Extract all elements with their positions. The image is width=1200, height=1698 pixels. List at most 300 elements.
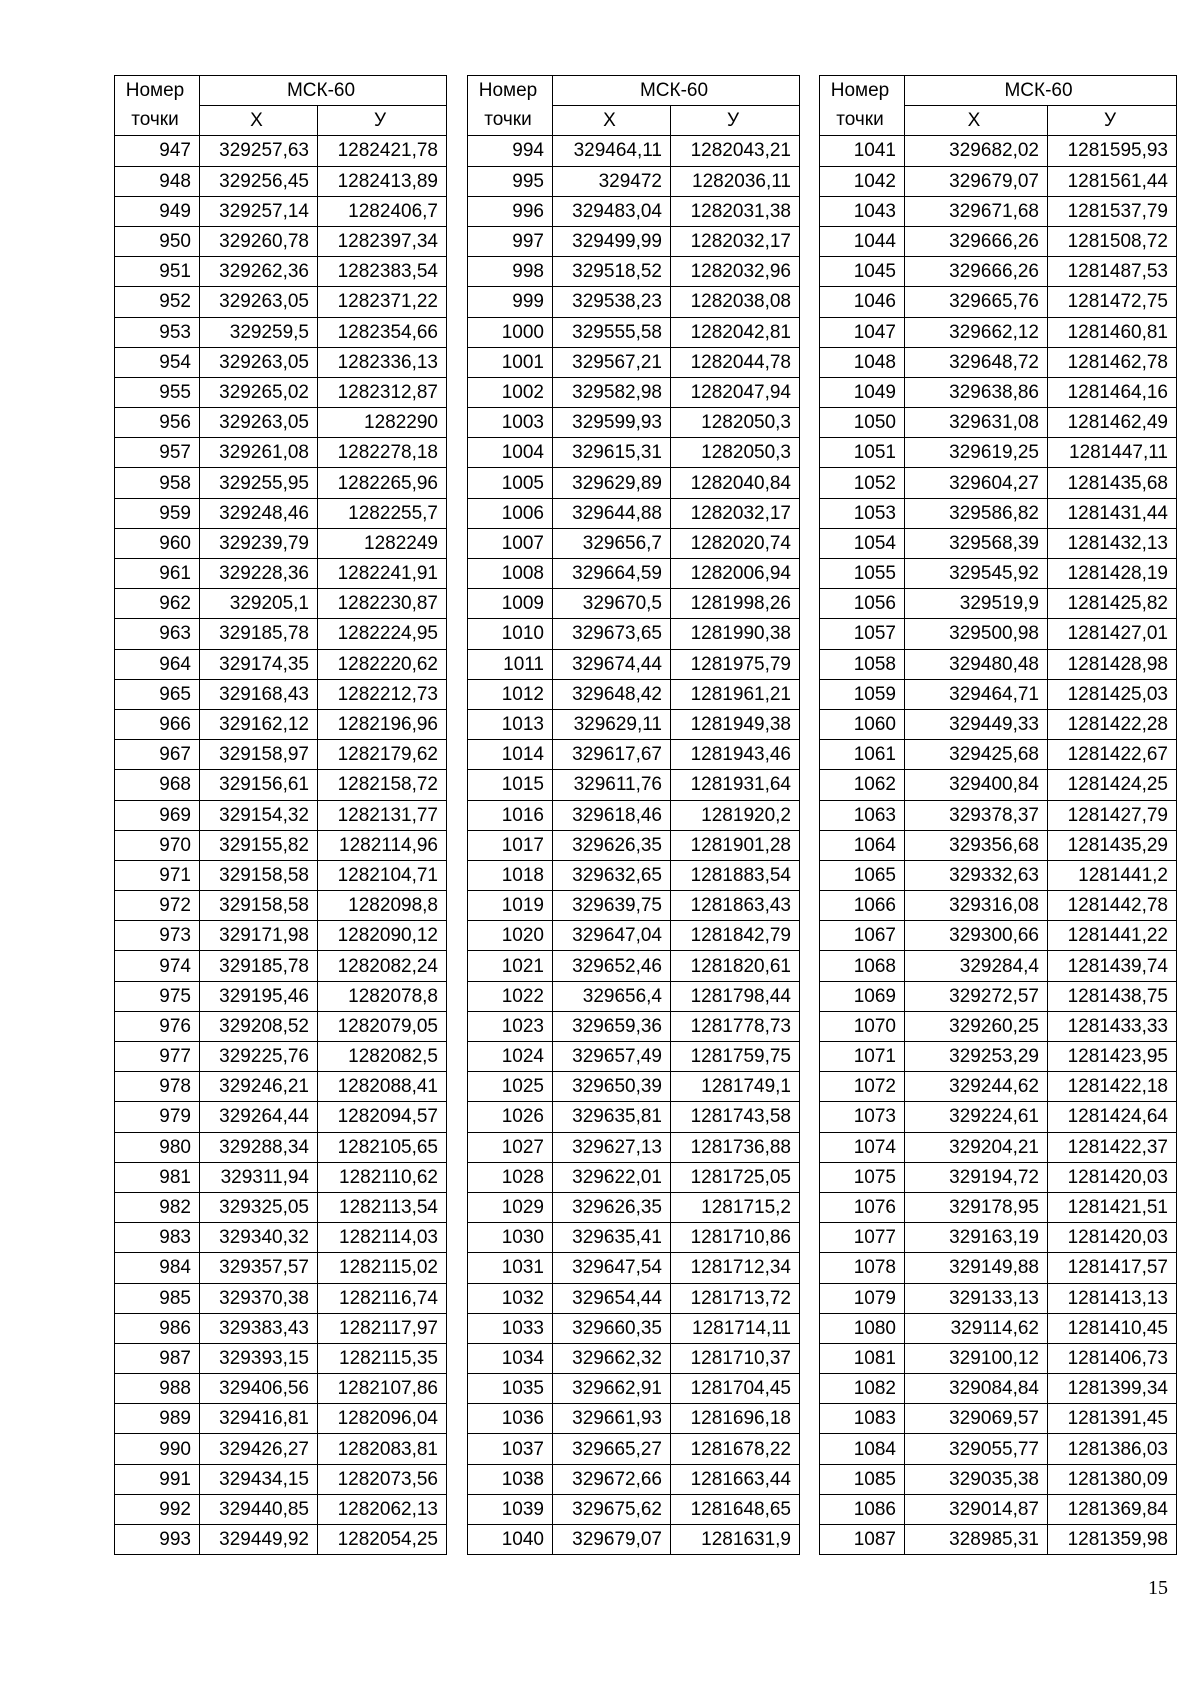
x-coordinate-cell: 329648,72 [905,347,1048,377]
y-coordinate-cell: 1281441,22 [1048,921,1177,951]
table-row [820,226,1177,256]
x-coordinate-cell: 329357,57 [200,1253,318,1283]
x-coordinate-cell: 329639,75 [553,891,671,921]
table-row [820,1464,1177,1494]
table-row [820,287,1177,317]
y-coordinate-cell: 1281427,79 [1048,800,1177,830]
y-coordinate-cell: 1282032,96 [671,257,800,287]
x-coordinate-cell: 329370,38 [200,1283,318,1313]
y-coordinate-cell: 1281359,98 [1048,1525,1177,1555]
x-coordinate-cell: 329426,27 [200,1434,318,1464]
y-coordinate-cell: 1282036,11 [671,166,800,196]
y-coordinate-cell: 1282249 [318,528,447,558]
point-number-cell: 988 [115,1374,200,1404]
y-coordinate-cell: 1281537,79 [1048,196,1177,226]
table-row [820,709,1177,739]
x-coordinate-cell: 329149,88 [905,1253,1048,1283]
x-coordinate-cell: 329253,29 [905,1042,1048,1072]
point-number-cell: 1024 [468,1042,553,1072]
x-coordinate-cell: 329158,58 [200,860,318,890]
y-coordinate-cell: 1281427,01 [1048,619,1177,649]
x-coordinate-cell: 329629,89 [553,468,671,498]
x-coordinate-cell: 329670,5 [553,589,671,619]
table-row [820,1374,1177,1404]
point-number-cell: 1019 [468,891,553,921]
table-row [115,1162,447,1192]
x-coordinate-cell: 329654,44 [553,1283,671,1313]
x-coordinate-cell: 329262,36 [200,257,318,287]
y-coordinate-cell: 1282043,21 [671,136,800,166]
y-coordinate-cell: 1281432,13 [1048,528,1177,558]
table-row [820,800,1177,830]
x-coordinate-cell: 329657,49 [553,1042,671,1072]
y-coordinate-cell: 1282110,62 [318,1162,447,1192]
table-row [468,1525,800,1555]
y-coordinate-cell: 1281464,16 [1048,377,1177,407]
point-number-cell: 1077 [820,1223,905,1253]
x-coordinate-cell: 329259,5 [200,317,318,347]
table-row [468,981,800,1011]
y-coordinate-cell: 1282083,81 [318,1434,447,1464]
point-number-cell: 953 [115,317,200,347]
table-row [820,1283,1177,1313]
y-coordinate-cell: 1281423,95 [1048,1042,1177,1072]
table-row [468,438,800,468]
table-row [115,709,447,739]
table-row [115,1374,447,1404]
y-coordinate-cell: 1281508,72 [1048,226,1177,256]
x-coordinate-cell: 329158,97 [200,740,318,770]
y-coordinate-cell: 1281648,65 [671,1494,800,1524]
point-number-cell: 951 [115,257,200,287]
y-coordinate-cell: 1281472,75 [1048,287,1177,317]
x-coordinate-cell: 329425,68 [905,740,1048,770]
point-number-cell: 966 [115,709,200,739]
point-number-cell: 1026 [468,1102,553,1132]
point-number-cell: 1039 [468,1494,553,1524]
point-number-cell: 994 [468,136,553,166]
point-number-cell: 1054 [820,528,905,558]
point-number-cell: 981 [115,1162,200,1192]
table-row [115,136,447,166]
point-number-cell: 980 [115,1132,200,1162]
y-coordinate-cell: 1281798,44 [671,981,800,1011]
y-coordinate-cell: 1281975,79 [671,649,800,679]
x-coordinate-cell: 329638,86 [905,377,1048,407]
table-row [115,981,447,1011]
x-coordinate-cell: 329272,57 [905,981,1048,1011]
y-coordinate-cell: 1282336,13 [318,347,447,377]
y-coordinate-cell: 1282088,41 [318,1072,447,1102]
table-row [468,1313,800,1343]
point-number-cell: 1025 [468,1072,553,1102]
x-coordinate-cell: 329538,23 [553,287,671,317]
table-row [468,800,800,830]
point-number-cell: 989 [115,1404,200,1434]
table-row [468,1011,800,1041]
x-coordinate-cell: 329416,81 [200,1404,318,1434]
x-coordinate-cell: 329679,07 [905,166,1048,196]
point-number-cell: 1046 [820,287,905,317]
point-number-cell: 1048 [820,347,905,377]
point-number-cell: 1070 [820,1011,905,1041]
table-row [468,1253,800,1283]
table-row [468,1102,800,1132]
point-number-cell: 947 [115,136,200,166]
point-number-cell: 1013 [468,709,553,739]
point-number-cell: 1056 [820,589,905,619]
table-row [468,1132,800,1162]
x-coordinate-cell: 329055,77 [905,1434,1048,1464]
table-row [468,619,800,649]
y-coordinate-cell: 1281421,51 [1048,1192,1177,1222]
y-coordinate-cell: 1281696,18 [671,1404,800,1434]
y-coordinate-cell: 1281435,29 [1048,830,1177,860]
x-coordinate-cell: 329674,44 [553,649,671,679]
table-row [115,1102,447,1132]
x-coordinate-cell: 329611,76 [553,770,671,800]
x-coordinate-cell: 329195,46 [200,981,318,1011]
point-number-cell: 982 [115,1192,200,1222]
x-coordinate-cell: 329340,32 [200,1223,318,1253]
point-number-cell: 1085 [820,1464,905,1494]
y-coordinate-cell: 1281704,45 [671,1374,800,1404]
y-coordinate-cell: 1282230,87 [318,589,447,619]
point-number-cell: 1057 [820,619,905,649]
x-axis-header: X [553,106,671,136]
y-coordinate-cell: 1281678,22 [671,1434,800,1464]
point-number-cell: 1044 [820,226,905,256]
table-row [468,1343,800,1373]
y-coordinate-cell: 1281386,03 [1048,1434,1177,1464]
point-number-cell: 983 [115,1223,200,1253]
table-row [820,1072,1177,1102]
table-row [115,226,447,256]
x-coordinate-cell: 329567,21 [553,347,671,377]
x-coordinate-cell: 329662,91 [553,1374,671,1404]
x-coordinate-cell: 329632,65 [553,860,671,890]
table-row [820,498,1177,528]
table-row [115,1132,447,1162]
table-row [820,468,1177,498]
table-row [468,1434,800,1464]
point-number-cell: 1009 [468,589,553,619]
y-coordinate-cell: 1281759,75 [671,1042,800,1072]
x-coordinate-cell: 329155,82 [200,830,318,860]
y-coordinate-cell: 1281433,33 [1048,1011,1177,1041]
y-coordinate-cell: 1281422,67 [1048,740,1177,770]
point-number-cell: 1081 [820,1343,905,1373]
point-number-cell: 1006 [468,498,553,528]
point-number-cell: 1079 [820,1283,905,1313]
y-coordinate-cell: 1282107,86 [318,1374,447,1404]
point-number-cell: 1016 [468,800,553,830]
table-row [820,770,1177,800]
table-row [820,408,1177,438]
table-row [468,1192,800,1222]
x-coordinate-cell: 329615,31 [553,438,671,468]
point-number-cell: 1018 [468,860,553,890]
table-row [820,136,1177,166]
point-number-cell: 1053 [820,498,905,528]
table-row [820,1192,1177,1222]
table-row [115,377,447,407]
x-coordinate-cell: 329133,13 [905,1283,1048,1313]
table-row [115,408,447,438]
table-row [468,589,800,619]
point-number-cell: 970 [115,830,200,860]
y-coordinate-cell: 1282179,62 [318,740,447,770]
y-coordinate-cell: 1281406,73 [1048,1343,1177,1373]
table-row [468,860,800,890]
y-coordinate-cell: 1282354,66 [318,317,447,347]
table-row [468,559,800,589]
x-coordinate-cell: 329627,13 [553,1132,671,1162]
y-coordinate-cell: 1281631,9 [671,1525,800,1555]
point-number-cell: 1004 [468,438,553,468]
table-row [468,136,800,166]
point-number-cell: 999 [468,287,553,317]
point-number-cell: 1075 [820,1162,905,1192]
table-row [115,1192,447,1222]
point-number-cell: 1040 [468,1525,553,1555]
x-coordinate-cell: 329035,38 [905,1464,1048,1494]
table-row [115,1042,447,1072]
point-number-header: Номер точки [468,76,553,136]
point-number-cell: 993 [115,1525,200,1555]
point-number-cell: 985 [115,1283,200,1313]
x-coordinate-cell: 329644,88 [553,498,671,528]
table-row [820,1343,1177,1373]
y-coordinate-cell: 1282038,08 [671,287,800,317]
table-row [115,1313,447,1343]
x-coordinate-cell: 329084,84 [905,1374,1048,1404]
y-coordinate-cell: 1282032,17 [671,226,800,256]
y-coordinate-cell: 1281712,34 [671,1253,800,1283]
table-row [820,921,1177,951]
x-coordinate-cell: 329464,71 [905,679,1048,709]
y-coordinate-cell: 1282113,54 [318,1192,447,1222]
y-coordinate-cell: 1282105,65 [318,1132,447,1162]
table-row [820,438,1177,468]
point-number-cell: 1065 [820,860,905,890]
point-number-cell: 991 [115,1464,200,1494]
table-row [115,287,447,317]
table-body [468,136,800,1555]
point-number-cell: 1051 [820,438,905,468]
table-row [468,679,800,709]
x-coordinate-cell: 329256,45 [200,166,318,196]
table-row [115,257,447,287]
x-coordinate-cell: 329069,57 [905,1404,1048,1434]
y-coordinate-cell: 1281439,74 [1048,951,1177,981]
x-coordinate-cell: 329647,04 [553,921,671,951]
x-coordinate-cell: 329480,48 [905,649,1048,679]
y-coordinate-cell: 1281710,37 [671,1343,800,1373]
table-row [115,438,447,468]
table-row [820,1162,1177,1192]
point-number-cell: 975 [115,981,200,1011]
x-coordinate-cell: 329174,35 [200,649,318,679]
point-number-cell: 1000 [468,317,553,347]
point-number-cell: 992 [115,1494,200,1524]
point-number-cell: 1063 [820,800,905,830]
x-coordinate-cell: 329288,34 [200,1132,318,1162]
x-coordinate-cell: 329393,15 [200,1343,318,1373]
x-coordinate-cell: 329661,93 [553,1404,671,1434]
coordinates-table-3 [819,75,1177,1555]
table-row [468,1283,800,1313]
y-coordinate-cell: 1282054,25 [318,1525,447,1555]
y-coordinate-cell: 1281778,73 [671,1011,800,1041]
y-coordinate-cell: 1282220,62 [318,649,447,679]
x-coordinate-cell: 329662,12 [905,317,1048,347]
y-coordinate-cell: 1281424,25 [1048,770,1177,800]
y-coordinate-cell: 1282406,7 [318,196,447,226]
x-coordinate-cell: 329619,25 [905,438,1048,468]
y-axis-header: У [671,106,800,136]
y-coordinate-cell: 1282050,3 [671,438,800,468]
table-row [820,1042,1177,1072]
table-row [820,317,1177,347]
table-row [820,257,1177,287]
x-coordinate-cell: 329224,61 [905,1102,1048,1132]
x-coordinate-cell: 329178,95 [905,1192,1048,1222]
point-number-cell: 1028 [468,1162,553,1192]
y-coordinate-cell: 1281422,37 [1048,1132,1177,1162]
table-row [115,1464,447,1494]
y-coordinate-cell: 1282094,57 [318,1102,447,1132]
table-row [468,1404,800,1434]
x-coordinate-cell: 329662,32 [553,1343,671,1373]
point-number-cell: 1078 [820,1253,905,1283]
coordinates-table-1 [114,75,447,1555]
table-row [115,649,447,679]
y-coordinate-cell: 1282116,74 [318,1283,447,1313]
point-number-cell: 1073 [820,1102,905,1132]
y-coordinate-cell: 1281399,34 [1048,1374,1177,1404]
x-coordinate-cell: 329100,12 [905,1343,1048,1373]
table-row [820,1313,1177,1343]
table-row [468,347,800,377]
x-coordinate-cell: 329500,98 [905,619,1048,649]
point-number-cell: 959 [115,498,200,528]
table-row [820,1253,1177,1283]
point-number-cell: 1017 [468,830,553,860]
table-row [115,740,447,770]
point-number-cell: 1035 [468,1374,553,1404]
table-row [820,740,1177,770]
y-coordinate-cell: 1282371,22 [318,287,447,317]
y-coordinate-cell: 1282241,91 [318,559,447,589]
table-row [468,287,800,317]
coordinate-system-header: МСК-60 [905,76,1177,106]
table-row [820,1132,1177,1162]
y-coordinate-cell: 1281725,05 [671,1162,800,1192]
y-coordinate-cell: 1282020,74 [671,528,800,558]
x-coordinate-cell: 329225,76 [200,1042,318,1072]
table-row [820,1525,1177,1555]
x-coordinate-cell: 329618,46 [553,800,671,830]
y-coordinate-cell: 1281736,88 [671,1132,800,1162]
point-number-header: Номер точки [115,76,200,136]
x-coordinate-cell: 329246,21 [200,1072,318,1102]
x-coordinate-cell: 329671,68 [905,196,1048,226]
y-coordinate-cell: 1282062,13 [318,1494,447,1524]
y-coordinate-cell: 1281990,38 [671,619,800,649]
y-coordinate-cell: 1281842,79 [671,921,800,951]
y-coordinate-cell: 1282040,84 [671,468,800,498]
point-number-cell: 1061 [820,740,905,770]
point-number-cell: 956 [115,408,200,438]
table-row [468,830,800,860]
y-coordinate-cell: 1282224,95 [318,619,447,649]
y-coordinate-cell: 1281713,72 [671,1283,800,1313]
point-number-cell: 1067 [820,921,905,951]
table-row [468,1162,800,1192]
y-coordinate-cell: 1281961,21 [671,679,800,709]
y-coordinate-cell: 1282044,78 [671,347,800,377]
table-row [468,257,800,287]
x-coordinate-cell: 329261,08 [200,438,318,468]
coordinate-system-header: МСК-60 [553,76,800,106]
point-number-cell: 1055 [820,559,905,589]
point-number-cell: 955 [115,377,200,407]
point-number-cell: 961 [115,559,200,589]
y-coordinate-cell: 1281998,26 [671,589,800,619]
x-coordinate-cell: 329332,63 [905,860,1048,890]
x-coordinate-cell: 329586,82 [905,498,1048,528]
table-row [820,951,1177,981]
y-coordinate-cell: 1282050,3 [671,408,800,438]
y-coordinate-cell: 1281749,1 [671,1072,800,1102]
x-coordinate-cell: 329154,32 [200,800,318,830]
point-number-cell: 1062 [820,770,905,800]
table-row [468,166,800,196]
point-number-cell: 1008 [468,559,553,589]
point-number-cell: 1030 [468,1223,553,1253]
y-coordinate-cell: 1281447,11 [1048,438,1177,468]
x-coordinate-cell: 329648,42 [553,679,671,709]
table-row [820,559,1177,589]
y-coordinate-cell: 1282413,89 [318,166,447,196]
y-coordinate-cell: 1282082,24 [318,951,447,981]
point-number-cell: 990 [115,1434,200,1464]
point-number-cell: 996 [468,196,553,226]
x-coordinate-cell: 329434,15 [200,1464,318,1494]
x-coordinate-cell: 329440,85 [200,1494,318,1524]
table-row [468,1494,800,1524]
table-row [115,589,447,619]
table-body [115,136,447,1555]
y-coordinate-cell: 1282082,5 [318,1042,447,1072]
coordinate-system-header: МСК-60 [200,76,447,106]
y-coordinate-cell: 1281380,09 [1048,1464,1177,1494]
y-coordinate-cell: 1282265,96 [318,468,447,498]
point-number-cell: 1001 [468,347,553,377]
table-row [115,921,447,951]
y-coordinate-cell: 1281369,84 [1048,1494,1177,1524]
point-number-cell: 1080 [820,1313,905,1343]
table-row [115,1253,447,1283]
table-row [115,528,447,558]
point-number-cell: 967 [115,740,200,770]
table-row [115,770,447,800]
x-axis-header: X [200,106,318,136]
point-number-cell: 948 [115,166,200,196]
x-coordinate-cell: 329682,02 [905,136,1048,166]
x-coordinate-cell: 329257,63 [200,136,318,166]
